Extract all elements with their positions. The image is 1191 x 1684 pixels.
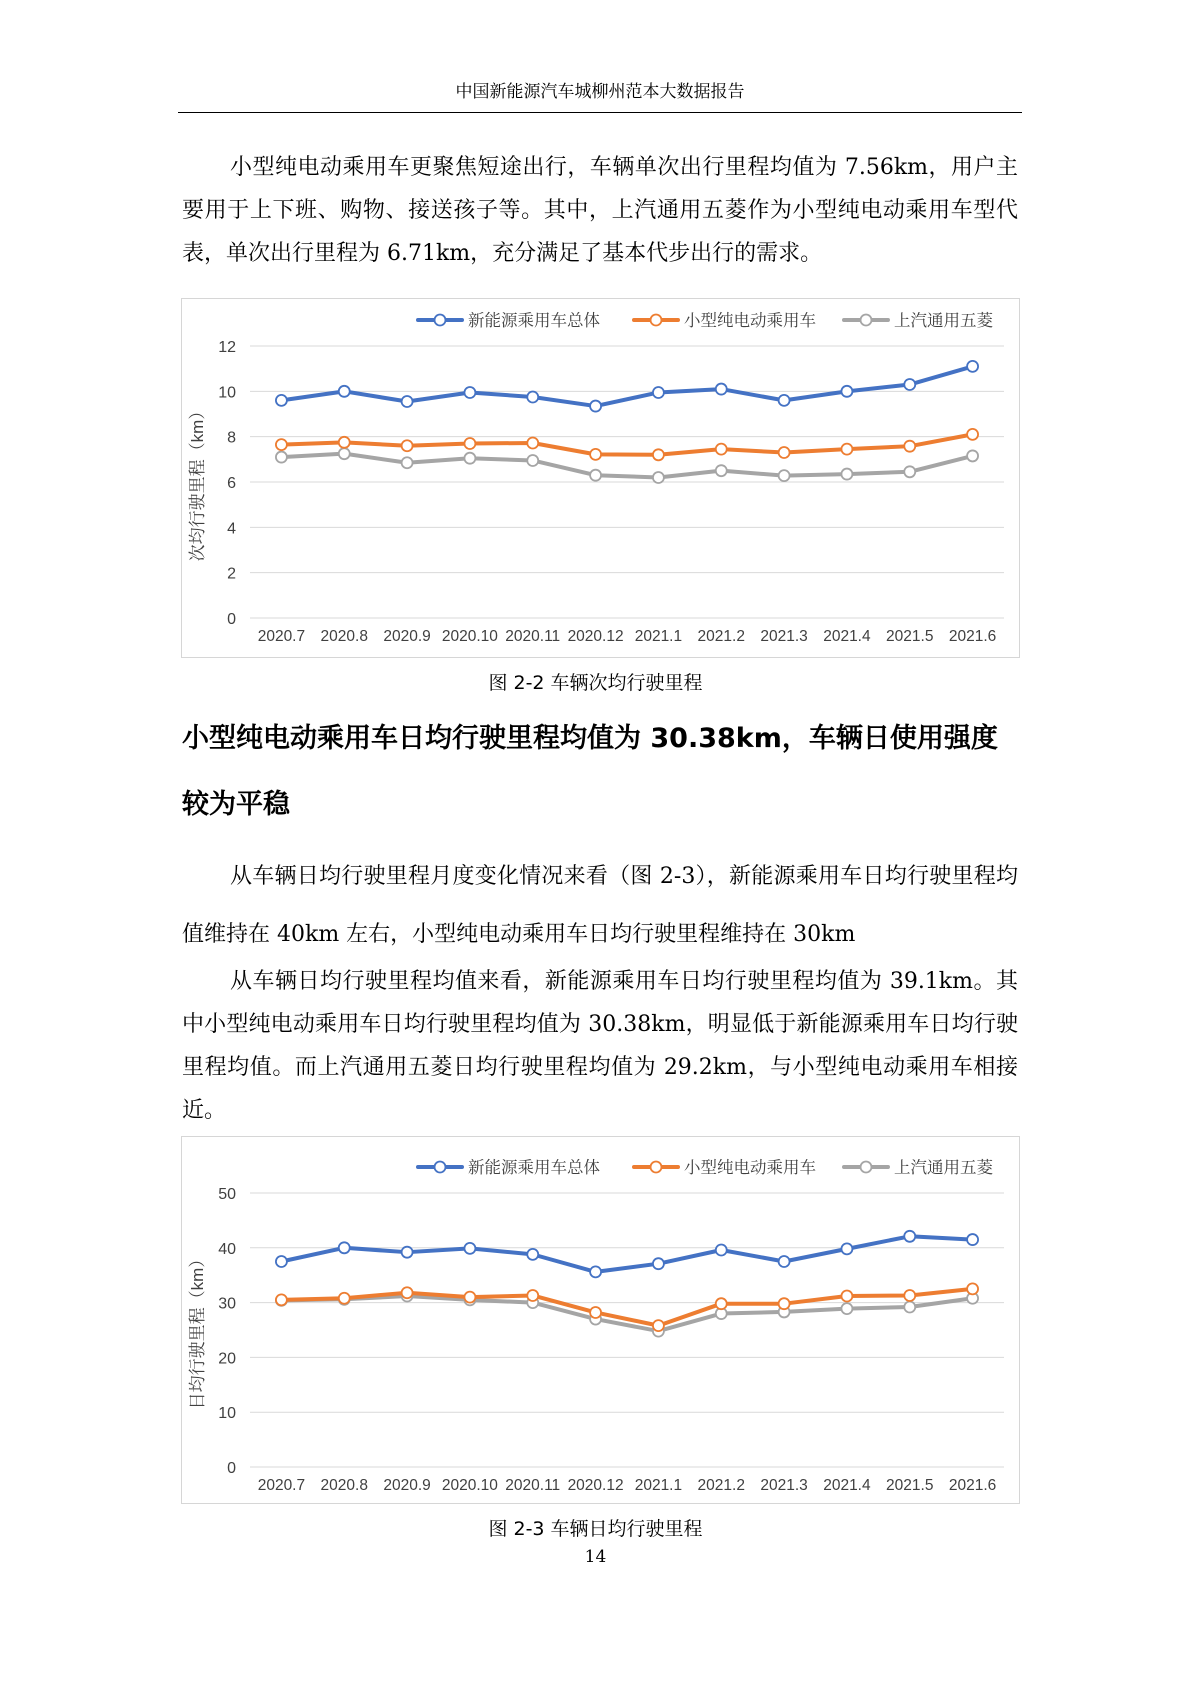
- series-line-2: [281, 1296, 972, 1331]
- data-point: [716, 384, 727, 395]
- data-point: [779, 1256, 790, 1267]
- data-point: [841, 1243, 852, 1254]
- data-point: [904, 441, 915, 452]
- x-tick-label: 2020.7: [257, 1477, 306, 1494]
- legend-swatch-marker: [435, 1162, 446, 1173]
- data-point: [527, 438, 538, 449]
- data-point: [904, 1301, 915, 1312]
- y-axis-label: 日均行驶里程（km）: [188, 1250, 207, 1410]
- data-point: [716, 444, 727, 455]
- data-point: [967, 450, 978, 461]
- data-point: [841, 386, 852, 397]
- data-point: [967, 361, 978, 372]
- chart-2: [182, 1137, 1019, 1503]
- data-point: [653, 1320, 664, 1331]
- data-point: [590, 1307, 601, 1318]
- header-title: 中国新能源汽车城柳州范本大数据报告: [455, 82, 745, 102]
- y-tick-label: 6: [227, 475, 236, 492]
- x-tick-label: 2020.9: [383, 628, 431, 645]
- x-tick-label: 2020.11: [505, 1477, 561, 1494]
- data-point: [464, 387, 475, 398]
- section-heading-line-2: 较为平稳: [182, 789, 290, 820]
- x-tick-label: 2021.2: [697, 628, 745, 645]
- data-point: [904, 379, 915, 390]
- x-tick-label: 2021.1: [634, 628, 683, 645]
- data-point: [590, 401, 601, 412]
- data-point: [276, 1256, 287, 1267]
- x-tick-label: 2020.9: [383, 1477, 431, 1494]
- data-point: [590, 470, 601, 481]
- data-point: [402, 396, 413, 407]
- y-tick-label: 10: [218, 1405, 236, 1423]
- data-point: [716, 1244, 727, 1255]
- running-header: [178, 80, 1022, 113]
- paragraph-2: 从车辆日均行驶里程月度变化情况来看（图 2-3），新能源乘用车日均行驶里程均值维持在 40km 左右，小型纯电动乘用车日均行驶里程维持在 30km: [182, 864, 1018, 947]
- data-point: [904, 466, 915, 477]
- paragraph-1: 小型纯电动乘用车更聚焦短途出行，车辆单次出行里程均值为 7.56km，用户主要用于上下班、购物、接送孩子等。其中，上汽通用五菱作为小型纯电动乘用车型代表，单次出行里程为 6.71km，充分满足了基本代步出行的需求。: [182, 155, 1018, 266]
- x-tick-label: 2021.6: [948, 628, 997, 645]
- x-tick-label: 2021.6: [948, 1477, 997, 1494]
- x-tick-label: 2020.12: [567, 1477, 624, 1494]
- x-tick-label: 2021.1: [634, 1477, 683, 1494]
- x-tick-label: 2021.3: [760, 628, 808, 645]
- series-line-0: [281, 1236, 972, 1272]
- chart-2-frame: [181, 1136, 1020, 1504]
- data-point: [779, 470, 790, 481]
- data-point: [402, 457, 413, 468]
- paragraph-3: 从车辆日均行驶里程均值来看，新能源乘用车日均行驶里程均值为 39.1km。其中小型纯电动乘用车日均行驶里程均值为 30.38km，明显低于新能源乘用车日均行驶里程均值。而上汽通用五菱日均行驶里程均值为 29.2km，与小型纯电动乘用车相接近。: [182, 969, 1018, 1123]
- data-point: [716, 465, 727, 476]
- legend-swatch-marker: [861, 1162, 872, 1173]
- data-point: [464, 438, 475, 449]
- data-point: [904, 1231, 915, 1242]
- y-tick-label: 20: [218, 1350, 236, 1368]
- x-tick-label: 2020.11: [505, 628, 561, 645]
- data-point: [967, 1283, 978, 1294]
- y-tick-label: 4: [227, 520, 236, 538]
- x-tick-label: 2020.10: [441, 1477, 498, 1494]
- x-tick-label: 2020.8: [320, 628, 368, 645]
- y-tick-label: 8: [227, 429, 236, 447]
- data-point: [339, 1242, 350, 1253]
- y-tick-label: 0: [227, 611, 236, 628]
- data-point: [527, 1290, 538, 1301]
- x-tick-label: 2021.3: [760, 1477, 808, 1494]
- data-point: [590, 1266, 601, 1277]
- data-point: [402, 1287, 413, 1298]
- x-tick-label: 2020.12: [567, 628, 624, 645]
- data-point: [779, 1298, 790, 1309]
- figure-1-caption: 图 2-2 车辆次均行驶里程: [488, 672, 703, 694]
- x-tick-label: 2020.10: [441, 628, 498, 645]
- data-point: [276, 439, 287, 450]
- data-point: [841, 469, 852, 480]
- legend-label: 小型纯电动乘用车: [684, 312, 816, 330]
- data-point: [904, 1290, 915, 1301]
- legend-swatch-marker: [861, 315, 872, 326]
- data-point: [464, 1243, 475, 1254]
- data-point: [653, 449, 664, 460]
- x-tick-label: 2020.7: [257, 628, 306, 645]
- x-tick-label: 2021.4: [823, 628, 871, 645]
- data-point: [464, 1292, 475, 1303]
- data-point: [339, 386, 350, 397]
- data-point: [339, 1293, 350, 1304]
- data-point: [841, 1291, 852, 1302]
- legend-swatch-marker: [651, 315, 662, 326]
- chart-1-frame: [181, 298, 1020, 658]
- legend-swatch-marker: [651, 1162, 662, 1173]
- data-point: [402, 440, 413, 451]
- y-tick-label: 50: [218, 1186, 236, 1203]
- y-tick-label: 10: [218, 384, 236, 402]
- data-point: [967, 429, 978, 440]
- legend-label: 小型纯电动乘用车: [684, 1159, 816, 1177]
- y-tick-label: 0: [227, 1460, 236, 1477]
- data-point: [841, 1303, 852, 1314]
- data-point: [841, 444, 852, 455]
- data-point: [276, 1294, 287, 1305]
- y-tick-label: 30: [218, 1295, 236, 1313]
- y-axis-label: 次均行驶里程（km）: [188, 402, 207, 562]
- figure-2-caption: 图 2-3 车辆日均行驶里程: [488, 1518, 703, 1540]
- data-point: [779, 447, 790, 458]
- series-line-1: [281, 434, 972, 454]
- data-point: [653, 1258, 664, 1269]
- legend-label: 上汽通用五菱: [894, 1159, 993, 1177]
- data-point: [779, 395, 790, 406]
- y-tick-label: 12: [218, 339, 236, 356]
- data-point: [527, 455, 538, 466]
- data-point: [653, 387, 664, 398]
- data-point: [716, 1298, 727, 1309]
- legend-label: 上汽通用五菱: [894, 312, 993, 330]
- x-tick-label: 2021.5: [886, 1477, 934, 1494]
- y-tick-label: 40: [218, 1240, 236, 1258]
- data-point: [339, 448, 350, 459]
- x-tick-label: 2021.2: [697, 1477, 745, 1494]
- page-number: 14: [584, 1547, 607, 1567]
- chart-1: [182, 299, 1019, 657]
- data-point: [967, 1234, 978, 1245]
- legend-label: 新能源乘用车总体: [468, 312, 600, 330]
- data-point: [464, 453, 475, 464]
- data-point: [276, 395, 287, 406]
- data-point: [402, 1247, 413, 1258]
- series-line-2: [281, 454, 972, 478]
- x-tick-label: 2021.5: [886, 628, 934, 645]
- data-point: [590, 449, 601, 460]
- y-tick-label: 2: [227, 565, 236, 583]
- x-tick-label: 2021.4: [823, 1477, 871, 1494]
- data-point: [276, 452, 287, 463]
- data-point: [527, 1249, 538, 1260]
- x-tick-label: 2020.8: [320, 1477, 368, 1494]
- legend-label: 新能源乘用车总体: [468, 1159, 600, 1177]
- data-point: [527, 392, 538, 403]
- data-point: [339, 437, 350, 448]
- data-point: [653, 472, 664, 483]
- section-heading-line-1: 小型纯电动乘用车日均行驶里程均值为 30.38km，车辆日使用强度: [182, 723, 998, 754]
- series-line-0: [281, 366, 972, 406]
- legend-swatch-marker: [435, 315, 446, 326]
